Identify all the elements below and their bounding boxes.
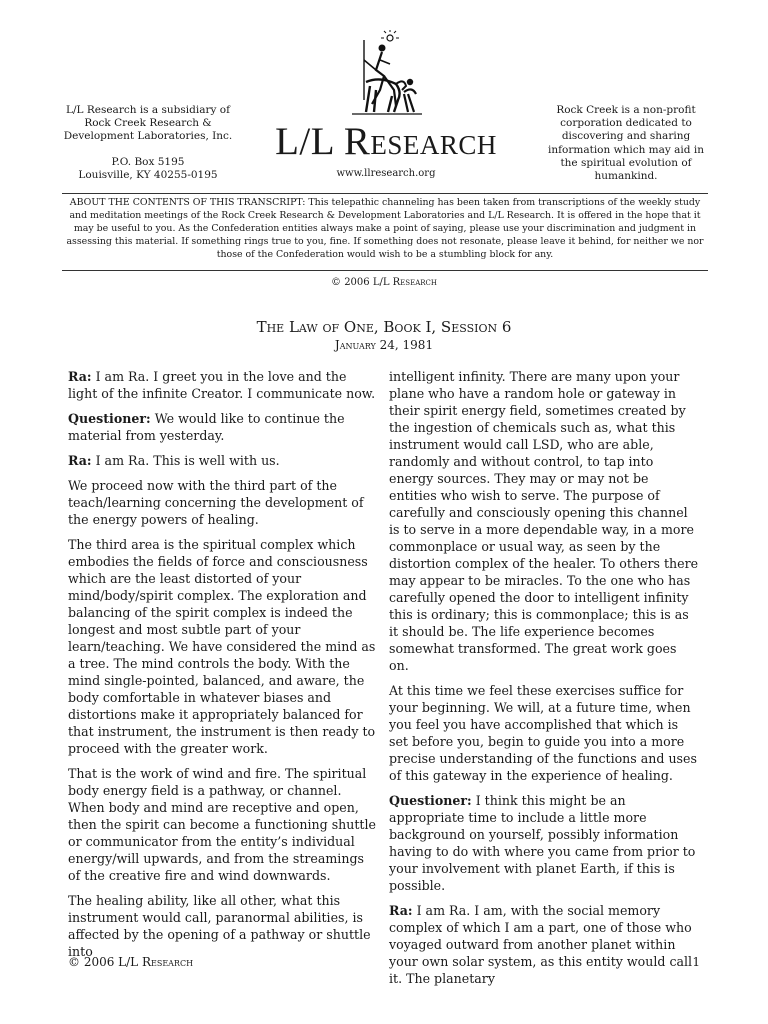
header-right-line: information which may aid in: [548, 143, 704, 156]
header-right-line: humankind.: [594, 170, 658, 183]
session-date: January 24, 1981: [334, 338, 434, 352]
paragraph: [68, 368, 378, 402]
city-address: Louisville, KY 40255-0195: [78, 169, 218, 181]
header-left-line: Rock Creek Research &: [84, 117, 212, 129]
paragraph-text: That is the work of wind and fire. The spiritual body energy field is a pathway, or channel. When body and mind are receptive and open, then the spirit can become a functioning shuttle or communicator from the entity’s individual energy/will upwards, and from the streamings of the creative fire and wind downwards.: [68, 766, 376, 883]
copyright-top: © 2006 L/L Research: [331, 277, 437, 288]
header-brand-block: [236, 30, 536, 179]
header-right-line: corporation dedicated to: [560, 117, 692, 130]
paragraph-text: At this time we feel these exercises suffice for your beginning. We will, at a future time, when you feel you have accomplished that which is set before you, begin to guide you into a more precise understanding of the functions and uses of this gateway in the experience of healing.: [389, 683, 697, 783]
paragraph: [68, 477, 378, 528]
paragraph: [389, 792, 699, 894]
paragraph-text: I am Ra. I am, with the social memory complex of which I am a part, one of those who voyaged outward from another planet within your own solar system, as this entity would call it. The planetary: [389, 903, 693, 986]
speaker-label: Ra:: [389, 903, 413, 918]
top-divider: [62, 193, 708, 194]
paragraph-text: I am Ra. I greet you in the love and the light of the infinite Creator. I communicate now.: [68, 369, 376, 401]
paragraph-text: The third area is the spiritual complex which embodies the fields of force and consciousness which are the least distorted of your mind/body/spirit complex. The exploration and balancing of the spirit complex is indeed the longest and most subtle part of your learn/teaching. We have considered the mind as a tree. The mind controls the body. With the mind single-pointed, balanced, and aware, the body comfortable in whatever biases and distortions make it appropriately balanced for that instrument, the instrument is then ready to proceed with the greater work.: [68, 537, 376, 756]
paragraph: [68, 410, 378, 444]
header-right-info: [540, 104, 712, 183]
paragraph-text: intelligent infinity. There are many upon your plane who have a random hole or gateway in their spirit energy field, sometimes created by the ingestion of chemicals such as, what this instrument would call LSD, who are able, randomly and without control, to tap into energy sources. They may or may not be entities who wish to serve. The purpose of carefully and consciously opening this channel is to serve in a more dependable way, in a more commonplace or usual way, as seen by the distortion complex of the healer. To others there may appear to be miracles. To the one who has carefully opened the door to intelligent infinity this is ordinary; this is commonplace; this is as it should be. The life experience becomes somewhat transformed. The great work goes on.: [389, 369, 699, 673]
brand-title: L/L Research: [275, 120, 497, 163]
paragraph: [389, 368, 699, 674]
speaker-label: Ra:: [68, 453, 92, 468]
paragraph: [68, 452, 378, 469]
header-left-line: L/L Research is a subsidiary of: [66, 104, 230, 116]
session-title: The Law of One, Book I, Session 6: [256, 318, 512, 336]
paragraph: [68, 892, 378, 960]
paragraph-text: I think this might be an appropriate time to include a little more background on yourself, possibly information having to do with where you came from prior to your involvement with planet Earth, if this is possible.: [389, 793, 696, 893]
right-column: [389, 368, 699, 995]
paragraph: [68, 765, 378, 884]
speaker-label: Ra:: [68, 369, 92, 384]
header-right-line: discovering and sharing: [561, 130, 691, 143]
paragraph-text: The healing ability, like all other, what this instrument would call, paranormal abilities, is affected by the opening of a pathway or shuttle into: [68, 893, 371, 959]
page-number: 1: [692, 955, 700, 969]
paragraph: [389, 902, 699, 987]
bottom-divider: [62, 270, 708, 271]
don-quixote-logo-icon: [346, 30, 426, 118]
header-left-line: Development Laboratories, Inc.: [63, 130, 233, 142]
about-transcript: ABOUT THE CONTENTS OF THIS TRANSCRIPT: This telepathic channeling has been taken from transcriptions of the weekly study and meditation meetings of the Rock Creek Research & Development Laboratories and L/L Research. It is offered in the hope that it may be useful to you. As the Confederation entities always make a point of saying, please use your discrimination and judgment in assessing this material. If something rings true to you, fine. If something does not resonate, please leave it behind, for neither we nor those of the Confederation would wish to be a stumbling block for any.: [66, 197, 704, 260]
left-column: [68, 368, 378, 968]
paragraph-text: I am Ra. This is well with us.: [91, 453, 280, 468]
website-url: www.llresearch.org: [336, 168, 436, 179]
paragraph-text: We would like to continue the material from yesterday.: [68, 411, 345, 443]
header-left-info: [62, 104, 234, 182]
paragraph-text: We proceed now with the third part of the teach/learning concerning the development of the energy powers of healing.: [68, 478, 364, 527]
header-right-line: Rock Creek is a non-profit: [556, 104, 696, 116]
paragraph: [68, 536, 378, 757]
speaker-label: Questioner:: [68, 411, 151, 426]
header-right-line: the spiritual evolution of: [560, 156, 692, 169]
speaker-label: Questioner:: [389, 793, 472, 808]
paragraph: [389, 682, 699, 784]
po-box: P.O. Box 5195: [111, 156, 185, 168]
footer-copyright: © 2006 L/L Research: [68, 955, 194, 969]
